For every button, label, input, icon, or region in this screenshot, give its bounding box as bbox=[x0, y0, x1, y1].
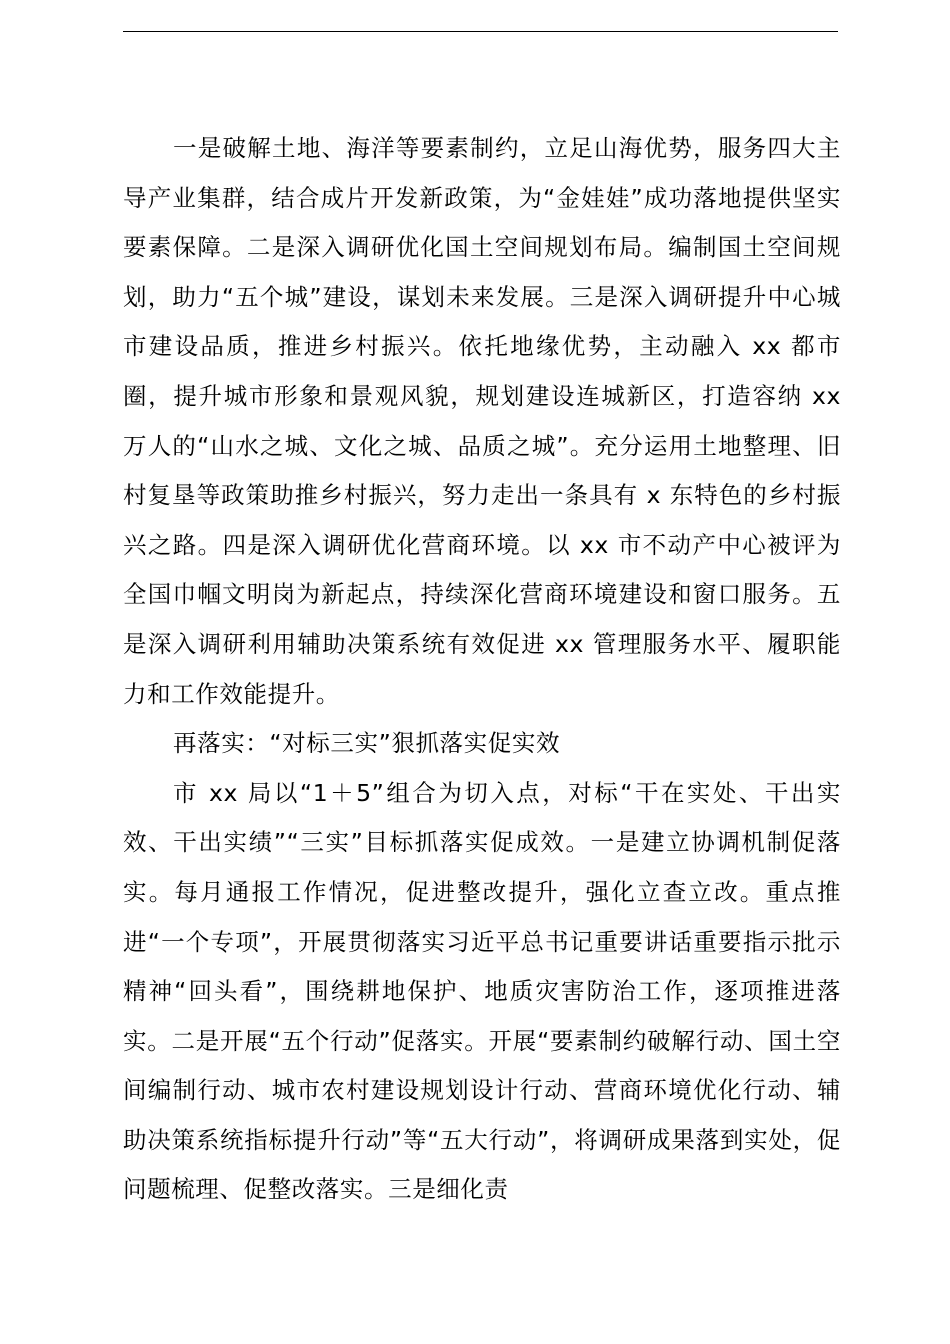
document-body bbox=[123, 124, 841, 1215]
paragraph-implementation-details: 市 xx 局以“1＋5”组合为切入点，对标“干在实处、干出实效、干出实绩”“三实”目标抓落实促成效。一是建立协调机制促落实。每月通报工作情况，促进整改提升，强化立查立改。重点推进“一个专项”，开展贯彻落实习近平总书记重要讲话重要指示批示精神“回头看”，围绕耕地保护、地质灾害防治工作，逐项推进落实。二是开展“五个行动”促落实。开展“要素制约破解行动、国土空间编制行动、城市农村建设规划设计行动、营商环境优化行动、辅助决策系统指标提升行动”等“五大行动”，将调研成果落到实处，促问题梳理、促整改落实。三是细化责 bbox=[123, 778, 841, 1204]
section-heading-implementation: 再落实：“对标三实”狠抓落实促实效 bbox=[173, 729, 561, 758]
paragraph-research-initiatives: 一是破解土地、海洋等要素制约，立足山海优势，服务四大主导产业集群，结合成片开发新政策，为“金娃娃”成功落地提供坚实要素保障。二是深入调研优化国土空间规划布局。编制国土空间规划，助力“五个城”建设，谋划未来发展。三是深入调研提升中心城市建设品质，推进乡村振兴。依托地缘优势，主动融入 xx 都市圈，提升城市形象和景观风貌，规划建设连城新区，打造容纳 xx 万人的“山水之城、文化之城、品质之城”。充分运用土地整理、旧村复垦等政策助推乡村振兴，努力走出一条具有 x 东特色的乡村振兴之路。四是深入调研优化营商环境。以 xx 市不动产中心被评为全国巾帼文明岗为新起点，持续深化营商环境建设和窗口服务。五是深入调研利用辅助决策系统有效促进 xx 管理服务水平、履职能力和工作效能提升。 bbox=[123, 134, 841, 708]
header-rule bbox=[123, 31, 838, 32]
